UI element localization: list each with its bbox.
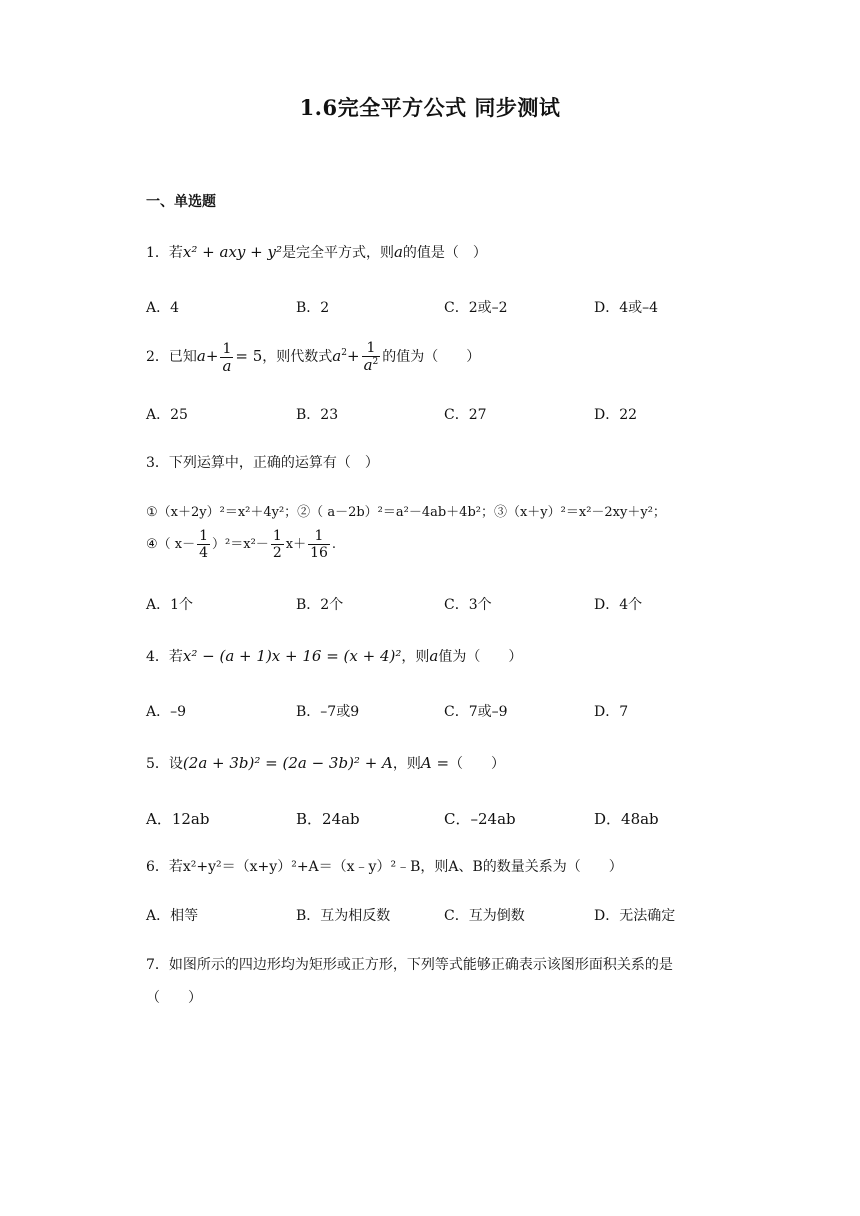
question-3-option-c: C．3个 [444,597,492,613]
question-2-option-c: C．27 [444,407,487,423]
question-5-option-d: D．48ab [594,810,659,828]
question-2-middle: ，则代数式 [262,349,333,365]
question-2-var-a: a [196,347,206,365]
question-1-variable: a [393,243,403,261]
fraction-denominator: a [222,356,232,375]
question-2-option-b: B．23 [296,407,339,423]
question-6-option-c: C．互为倒数 [444,908,525,924]
question-6-option-d: D．无法确定 [594,908,676,924]
question-4-expression: x² − (a + 1)x + 16 = (x + 4)² [182,647,402,665]
question-2-option-a: A．25 [146,407,188,423]
question-4-option-a: A．–9 [146,704,187,720]
question-5-expression: (2a + 3b)² = (2a − 3b)² + A [182,754,393,772]
question-4-option-c: C．7或–9 [444,704,508,720]
question-2-fraction-1 [220,341,233,374]
question-1-expression: x² + axy + y² [182,243,282,261]
page-title: 1.6完全平方公式 同步测试 [299,95,561,120]
question-2-option-d: D．22 [594,407,638,423]
question-4-middle: ，则 [401,649,430,665]
section-heading: 一、单选题 [146,194,216,210]
question-4-option-b: B．–7或9 [296,704,360,720]
question-4 [146,646,522,666]
question-1-option-a: A．4 [146,300,180,316]
question-1-tail: 的值是（ ） [402,245,487,261]
question-7: 7．如图所示的四边形均为矩形或正方形，下列等式能够正确表示该图形面积关系的是 [146,957,673,973]
question-1 [146,242,487,262]
question-1-number: 1．若 [146,245,183,261]
fraction-numerator: 1 [222,340,232,357]
question-5-option-a: A．12ab [146,810,210,828]
question-1-option-c: C．2或–2 [444,300,508,316]
question-3-statements-line-1: ①（x＋2y）²＝x²＋4y²；②（ a－2b）²＝a²－4ab＋4b²；③（x＋y）²＝x²－2xy＋y²； [146,505,666,520]
question-4-variable: a [429,647,439,665]
question-2-number: 2．已知 [146,349,197,365]
question-5-variable: A = [420,754,450,772]
question-2-fraction-2 [362,340,381,374]
fraction-one-sixteenth: $\frac{1}{16}$ [310,528,328,561]
question-6-option-a: A．相等 [146,908,199,924]
question-2-exponent: 2 [341,348,347,358]
question-2-a-squared: a [332,347,342,365]
question-2-equals: = 5 [235,347,263,365]
fraction-one-quarter: $\frac{1}{4}$ [199,528,209,561]
question-5 [146,753,505,773]
question-2-tail: 的值为（ ） [382,349,481,365]
question-4-number: 4．若 [146,649,183,665]
question-5-middle: ，则 [392,756,421,772]
question-5-tail: （ ） [449,756,506,772]
question-2: 2．已知a+ $\frac{1}{a}$ = 5，则代数式$a^2+$ $\frac{1}{a^2}$ 的值为（ ） [146,340,481,375]
question-1-option-d: D．4或–4 [594,300,659,316]
fraction-one-half: $\frac{1}{2}$ [272,528,282,561]
question-6-option-b: B．互为相反数 [296,908,391,924]
question-3-option-d: D．4个 [594,597,643,613]
question-6: 6．若x²+y²＝（x+y）²+A＝（x﹣y）²﹣B，则A、B的数量关系为（ ） [146,859,623,875]
question-5-option-b: B．24ab [296,810,360,828]
question-3: 3．下列运算中，正确的运算有（ ） [146,455,379,471]
question-5-number: 5．设 [146,756,183,772]
question-1-middle: 是完全平方式，则 [281,245,394,261]
question-2-plus: + [205,347,219,365]
question-7-answer-blank: （ ） [146,990,202,1006]
fraction-denominator: $a^2$ [363,356,379,374]
question-5-option-c: C．–24ab [444,810,516,828]
question-3-option-a: A．1个 [146,597,194,613]
question-4-option-d: D．7 [594,704,629,720]
question-3-statements-line-2: ④（ x－ $\frac{1}{4}$ ）²＝x²－ $\frac{1}{2}$ x＋ $\frac{1}{16}$ . [146,528,337,561]
fraction-numerator: 1 [366,340,376,356]
question-4-tail: 值为（ ） [438,649,523,665]
question-1-option-b: B．2 [296,300,330,316]
question-3-option-b: B．2个 [296,597,344,613]
